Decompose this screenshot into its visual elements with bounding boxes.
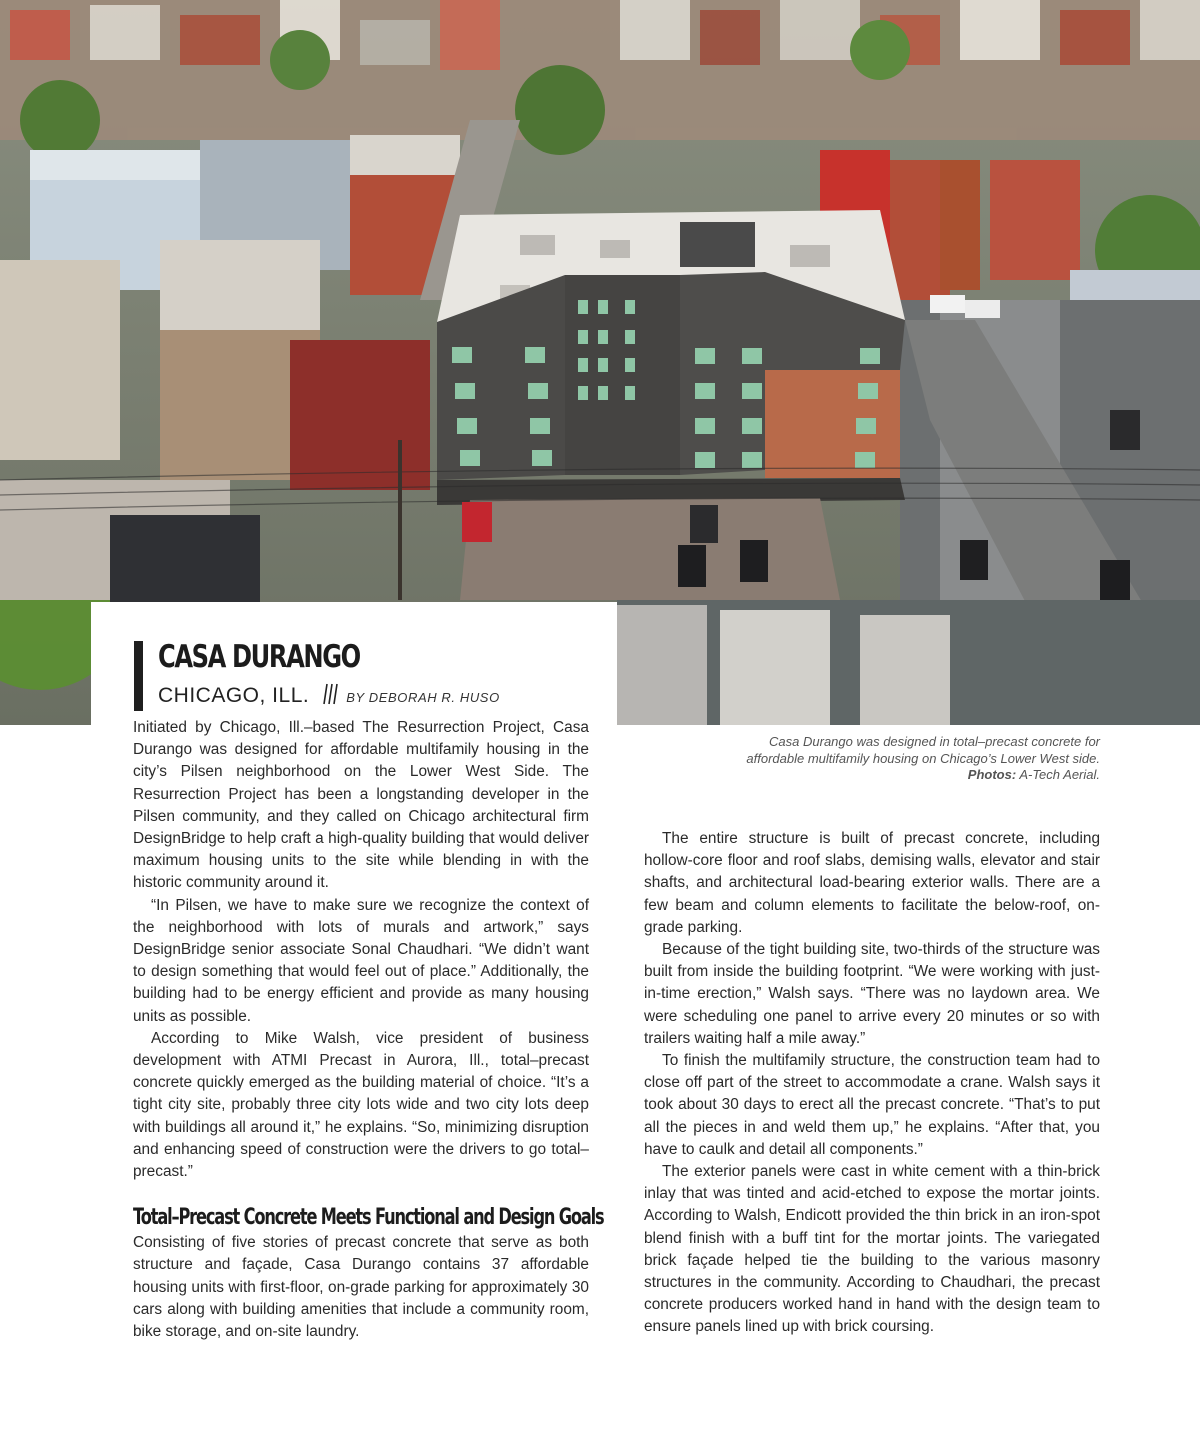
article-column-left [133, 717, 604, 1343]
photo-credit-label: Photos: [967, 767, 1017, 782]
location-byline-row [158, 680, 500, 708]
paragraph: Initiated by Chicago, Ill.–based The Resurrection Project, Casa Durango was designed for affordable multifamily housing in the city’s Pilsen neighborhood on the Lower West Side. The Resurrection Project has been a longstanding developer in the Pilsen community, and they called on Chicago architectural firm DesignBridge to help craft a high-quality building that would deliver maximum housing units to the site while blending in with the historic community around it. [133, 719, 589, 892]
article-location: CHICAGO, ILL. [158, 684, 310, 707]
caption-line-1: Casa Durango was designed in total–precast concrete for [769, 734, 1100, 749]
slash-separator-icon [319, 683, 339, 705]
article-headline: CASA DURANGO [158, 639, 360, 675]
article-column-right [644, 828, 1100, 1339]
paragraph: The entire structure is built of precast concrete, including hollow-core floor and roof slabs, demising walls, elevator and stair shafts, and architectural load-bearing exterior walls. There are a few beam and column elements to facilitate the below-roof, on-grade parking. [644, 830, 1100, 936]
photo-caption [680, 734, 1100, 784]
photo-credit: A-Tech Aerial. [1019, 767, 1100, 782]
title-accent-bar [134, 641, 143, 711]
paragraph: Because of the tight building site, two-thirds of the structure was built from inside the building footprint. “We were working with just-in-time erection,” Walsh says. “There was no laydown area. We were scheduling one panel to arrive every 20 minutes or so with trailers waiting half a mile away.” [644, 941, 1100, 1047]
paragraph: Consisting of five stories of precast concrete that serve as both structure and façade, Casa Durango contains 37 affordable housing units with first-floor, on-grade parking for approximately 30 cars along with building amenities that include a community room, bike storage, and on-site laundry. [133, 1234, 589, 1341]
paragraph: The exterior panels were cast in white cement with a thin-brick inlay that was tinted and acid-etched to expose the mortar joints. According to Walsh, Endicott provided the thin brick in an iron-spot blend finish with a buff tint for the mortar joints. The variegated brick façade helped tie the building to the various masonry structures in the community. According to Chaudhari, the precast concrete producers worked hand in hand with the design team to ensure panels lined up with brick coursing. [644, 1163, 1100, 1336]
section-subhead: Total–Precast Concrete Meets Functional and Design Goals [133, 1204, 604, 1231]
paragraph: To finish the multifamily structure, the construction team had to close off part of the street to accommodate a crane. Walsh says it took about 30 days to erect all the precast concrete. “That’s to put all the pieces in and weld them up,” he explains. “After that, you have to caulk and detail all components.” [644, 1052, 1100, 1158]
paragraph: “In Pilsen, we have to make sure we recognize the context of the neighborhood with lots of murals and artwork,” says DesignBridge senior associate Sonal Chaudhari. “We didn’t want to design something that would feel out of place.” Additionally, the building had to be energy efficient and provide as many housing units as possible. [133, 896, 589, 1025]
paragraph: According to Mike Walsh, vice president of business development with ATMI Precast in Aurora, Ill., total–precast concrete quickly emerged as the building material of choice. “It’s a tight city site, probably three city lots wide and two city lots deep with buildings all around it,” he explains. “So, minimizing disruption and enhancing speed of construction were the drivers to go total–precast.” [133, 1029, 589, 1181]
photo-credit-line [680, 767, 1100, 784]
article-byline: BY DEBORAH R. HUSO [346, 690, 500, 705]
caption-line-2: affordable multifamily housing on Chicago’s Lower West side. [746, 750, 1100, 766]
title-card [91, 602, 617, 725]
